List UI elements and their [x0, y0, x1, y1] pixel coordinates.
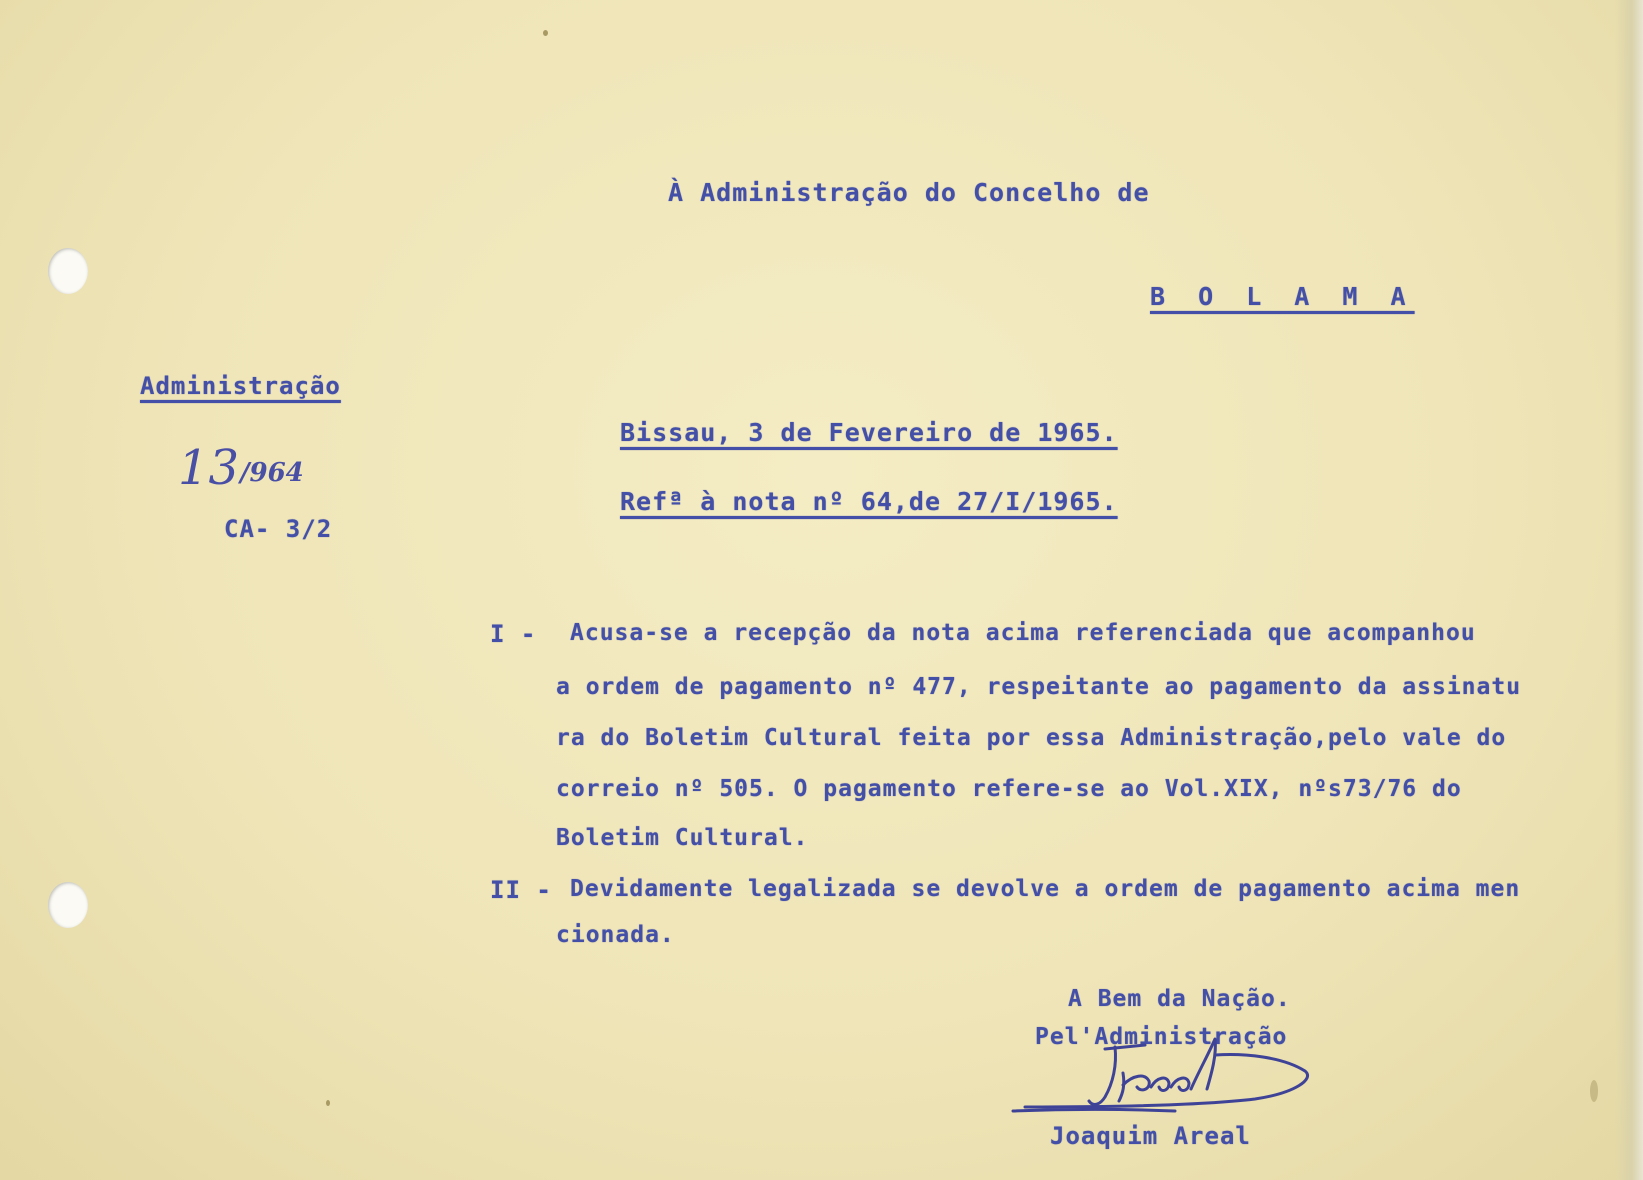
addressee-place: B O L A M A: [1150, 282, 1415, 311]
handwritten-signature: [1005, 1035, 1335, 1135]
paragraph-line: correio nº 505. O pagamento refere-se ao Vol.XIX, nºs73/76 do: [556, 776, 1462, 802]
paragraph-line: Devidamente legalizada se devolve a ordem de pagamento acima men: [570, 876, 1521, 902]
paragraph-line: ra do Boletim Cultural feita por essa Administração,pelo vale do: [556, 725, 1507, 751]
punch-hole-bottom: [48, 882, 88, 928]
filing-number-handwritten: 13: [178, 440, 240, 496]
paragraph-number: II -: [490, 876, 552, 904]
closing-salutation: A Bem da Nação.: [1068, 986, 1291, 1012]
paragraph-line: cionada.: [556, 922, 675, 948]
paragraph-number: I -: [490, 620, 537, 648]
filing-year: /964: [240, 458, 304, 488]
paragraph-line: Boletim Cultural.: [556, 825, 809, 851]
closing-on-behalf: Pel'Administração: [1035, 1024, 1288, 1050]
paragraph-line: Acusa-se a recepção da nota acima referenciada que acompanhou: [570, 620, 1476, 646]
addressee-line: À Administração do Concelho de: [668, 178, 1150, 207]
signatory-name: Joaquim Areal: [1050, 1122, 1251, 1150]
paper-speck: [1590, 1080, 1598, 1102]
paper-edge: [1615, 0, 1643, 1180]
classification-code: CA- 3/2: [224, 515, 333, 543]
place-date: Bissau, 3 de Fevereiro de 1965.: [620, 418, 1118, 447]
paper-speck: [543, 30, 548, 36]
punch-hole-top: [48, 248, 88, 294]
department-heading: Administração: [140, 372, 341, 400]
paragraph-line: a ordem de pagamento nº 477, respeitante ao pagamento da assinatu: [556, 674, 1522, 700]
reference-note: Refª à nota nº 64,de 27/I/1965.: [620, 487, 1118, 516]
paper-speck: [326, 1100, 330, 1106]
